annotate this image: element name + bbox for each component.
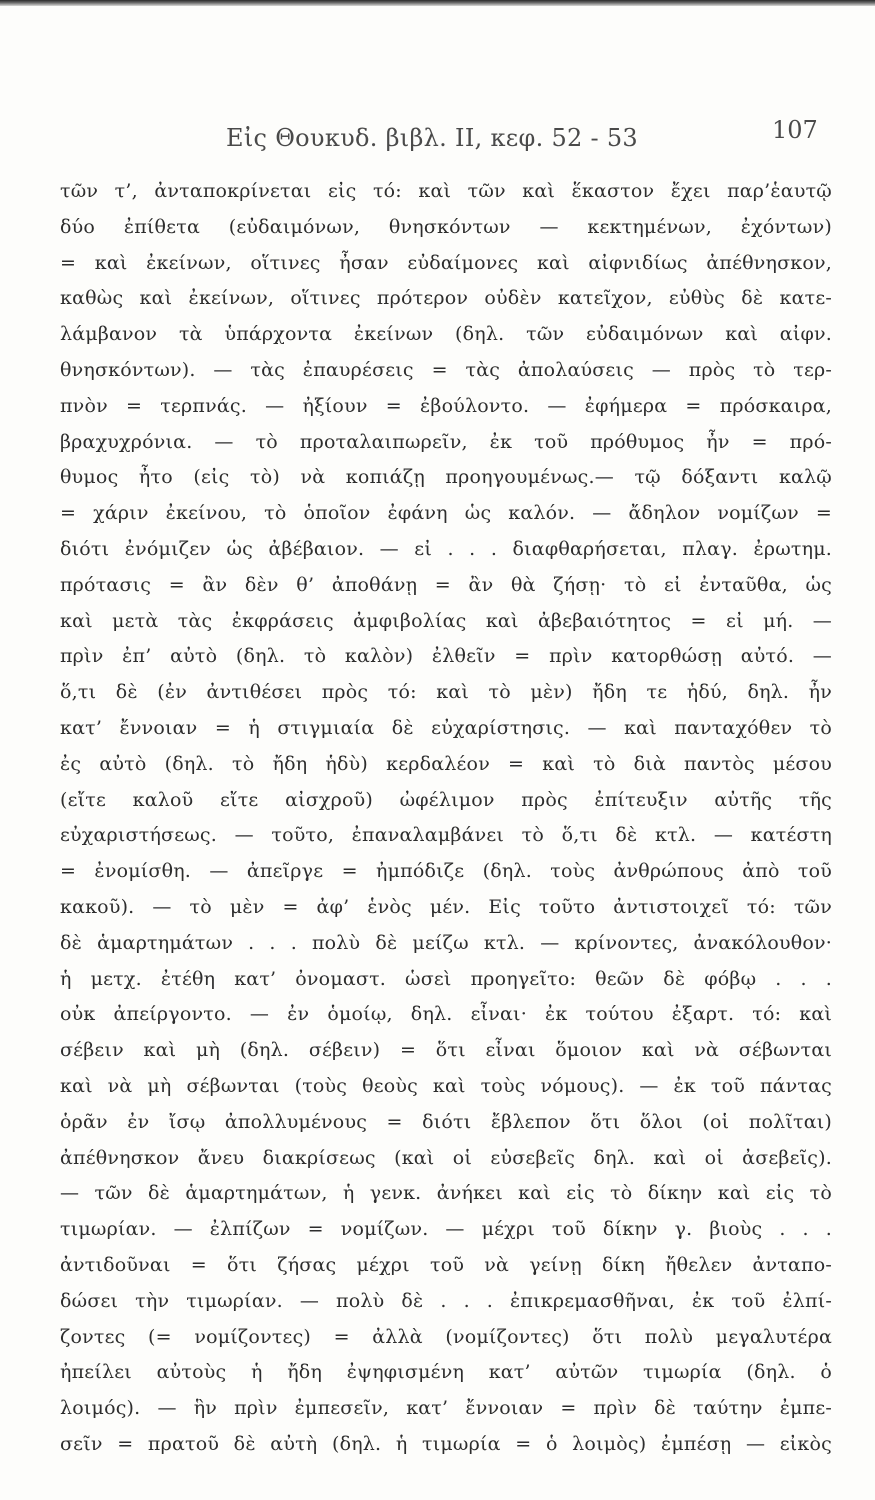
text-line: κακοῦ). — τὸ μὲν = ἀφ’ ἑνὸς μέν. Εἰς τοῦτο ἀντιστοιχεῖ τό: τῶν [60,895,832,918]
text-line: πρὶν ἐπ’ αὐτὸ (δηλ. τὸ καλὸν) ἐλθεῖν = πρὶν κατορθώσῃ αὐτό. — [60,645,832,668]
text-line: ἀντιδοῦναι = ὅτι ζήσας μέχρι τοῦ νὰ γείνῃ δίκη ἤθελεν ἀνταπο- [60,1253,832,1276]
text-line: δὲ ἁμαρτημάτων . . . πολὺ δὲ μείζω κτλ. — κρίνοντες, ἀνακόλουθον· [60,931,832,954]
text-line: ὁρᾶν ἐν ἴσῳ ἀπολλυμένους = διότι ἔβλεπον ὅτι ὅλοι (οἱ πολῖται) [60,1110,832,1133]
text-line: βραχυχρόνια. — τὸ προταλαιπωρεῖν, ἐκ τοῦ πρόθυμος ἦν = πρό- [60,430,832,453]
text-line: = χάριν ἐκείνου, τὸ ὁποῖον ἐφάνη ὡς καλόν. — ἄδηλον νομίζων = [60,502,832,525]
text-line: τῶν τ’, ἀνταποκρίνεται εἰς τό: καὶ τῶν καὶ ἕκαστον ἔχει παρ’ἑαυτῷ [60,180,832,202]
text-line: (εἴτε καλοῦ εἴτε αἰσχροῦ) ὠφέλιμον πρὸς ἐπίτευξιν αὐτῆς τῆς [60,788,832,811]
text-line: θυμος ἦτο (εἰς τὸ) νὰ κοπιάζῃ προηγουμένως.— τῷ δόξαντι καλῷ [60,466,832,489]
text-line: κατ’ ἔννοιαν = ἡ στιγμιαία δὲ εὐχαρίστησις. — καὶ πανταχόθεν τὸ [60,716,832,739]
text-line: καὶ μετὰ τὰς ἐκφράσεις ἀμφιβολίας καὶ ἀβεβαιότητος = εἰ μή. — [60,609,832,632]
text-line: εὐχαριστήσεως. — τοῦτο, ἐπαναλαμβάνει τὸ ὅ,τι δὲ κτλ. — κατέστη [60,824,832,847]
text-line: πνὸν = τερπνάς. — ἠξίουν = ἐβούλοντο. — ἐφήμερα = πρόσκαιρα, [60,394,832,417]
text-line: ὅ,τι δὲ (ἐν ἀντιθέσει πρὸς τό: καὶ τὸ μὲν) ἤδη τε ἡδύ, δηλ. ἦν [60,681,832,704]
text-line: σεῖν = πρατοῦ δὲ αὐτὴ (δηλ. ἡ τιμωρία = ὁ λοιμὸς) ἐμπέσῃ — εἰκὸς [60,1432,832,1455]
text-line: καὶ νὰ μὴ σέβωνται (τοὺς θεοὺς καὶ τοὺς νόμους). — ἐκ τοῦ πάντας [60,1074,832,1097]
text-line: τιμωρίαν. — ἐλπίζων = νομίζων. — μέχρι τοῦ δίκην γ. βιοὺς . . . [60,1218,832,1241]
text-line: πρότασις = ἂν δὲν θ’ ἀποθάνῃ = ἂν θὰ ζήσῃ· τὸ εἰ ἐνταῦθα, ὡς [60,573,832,596]
text-line: ἠπείλει αὐτοὺς ἡ ἤδη ἐψηφισμένη κατ’ αὐτῶν τιμωρία (δηλ. ὁ [60,1361,832,1384]
running-title: Εἰς Θουκυδ. βιβλ. II, κεφ. 52 - 53 [226,124,639,152]
text-line: ἐς αὐτὸ (δηλ. τὸ ἤδη ἡδὺ) κερδαλέον = καὶ τὸ διὰ παντὸς μέσου [60,752,832,775]
text-line: = ἐνομίσθη. — ἀπεῖργε = ἠμπόδιζε (δηλ. τοὺς ἀνθρώπους ἀπὸ τοῦ [60,860,832,883]
text-line: θνησκόντων). — τὰς ἐπαυρέσεις = τὰς ἀπολαύσεις — πρὸς τὸ τερ- [60,358,832,381]
commentary-text [60,174,832,1463]
text-line: διότι ἐνόμιζεν ὡς ἀβέβαιον. — εἰ . . . διαφθαρήσεται, πλαγ. ἐρωτημ. [60,537,832,560]
text-line: ἡ μετχ. ἐτέθη κατ’ ὀνομαστ. ὡσεὶ προηγεῖτο: θεῶν δὲ φόβῳ . . . [60,967,832,990]
text-line: ζοντες (= νομίζοντες) = ἀλλὰ (νομίζοντες) ὅτι πολὺ μεγαλυτέρα [60,1325,832,1348]
text-line: δώσει τὴν τιμωρίαν. — πολὺ δὲ . . . ἐπικρεμασθῆναι, ἐκ τοῦ ἐλπί- [60,1289,832,1312]
text-line: λοιμός). — ἣν πρὶν ἐμπεσεῖν, κατ’ ἔννοιαν = πρὶν δὲ ταύτην ἐμπε- [60,1397,832,1420]
text-line: δύο ἐπίθετα (εὐδαιμόνων, θνησκόντων — κεκτημένων, ἐχόντων) [60,215,832,238]
text-line: ἀπέθνησκον ἄνευ διακρίσεως (καὶ οἱ εὐσεβεῖς δηλ. καὶ οἱ ἀσεβεῖς). [60,1146,832,1169]
text-line: σέβειν καὶ μὴ (δηλ. σέβειν) = ὅτι εἶναι ὅμοιον καὶ νὰ σέβωνται [60,1039,832,1062]
text-line: = καὶ ἐκείνων, οἵτινες ἦσαν εὐδαίμονες καὶ αἰφνιδίως ἀπέθνησκον, [60,251,832,274]
running-head [0,116,875,156]
page-number: 107 [772,116,818,144]
text-line: οὐκ ἀπείργοντο. — ἐν ὁμοίῳ, δηλ. εἶναι· ἐκ τούτου ἐξαρτ. τό: καὶ [60,1003,832,1026]
page-top-edge [0,0,875,6]
text-line: — τῶν δὲ ἁμαρτημάτων, ἡ γενκ. ἀνήκει καὶ εἰς τὸ δίκην καὶ εἰς τὸ [60,1182,832,1205]
text-line: λάμβανον τὰ ὑπάρχοντα ἐκείνων (δηλ. τῶν εὐδαιμόνων καὶ αἰφν. [60,323,832,346]
text-line: καθὼς καὶ ἐκείνων, οἵτινες πρότερον οὐδὲν κατεῖχον, εὐθὺς δὲ κατε- [60,287,832,310]
